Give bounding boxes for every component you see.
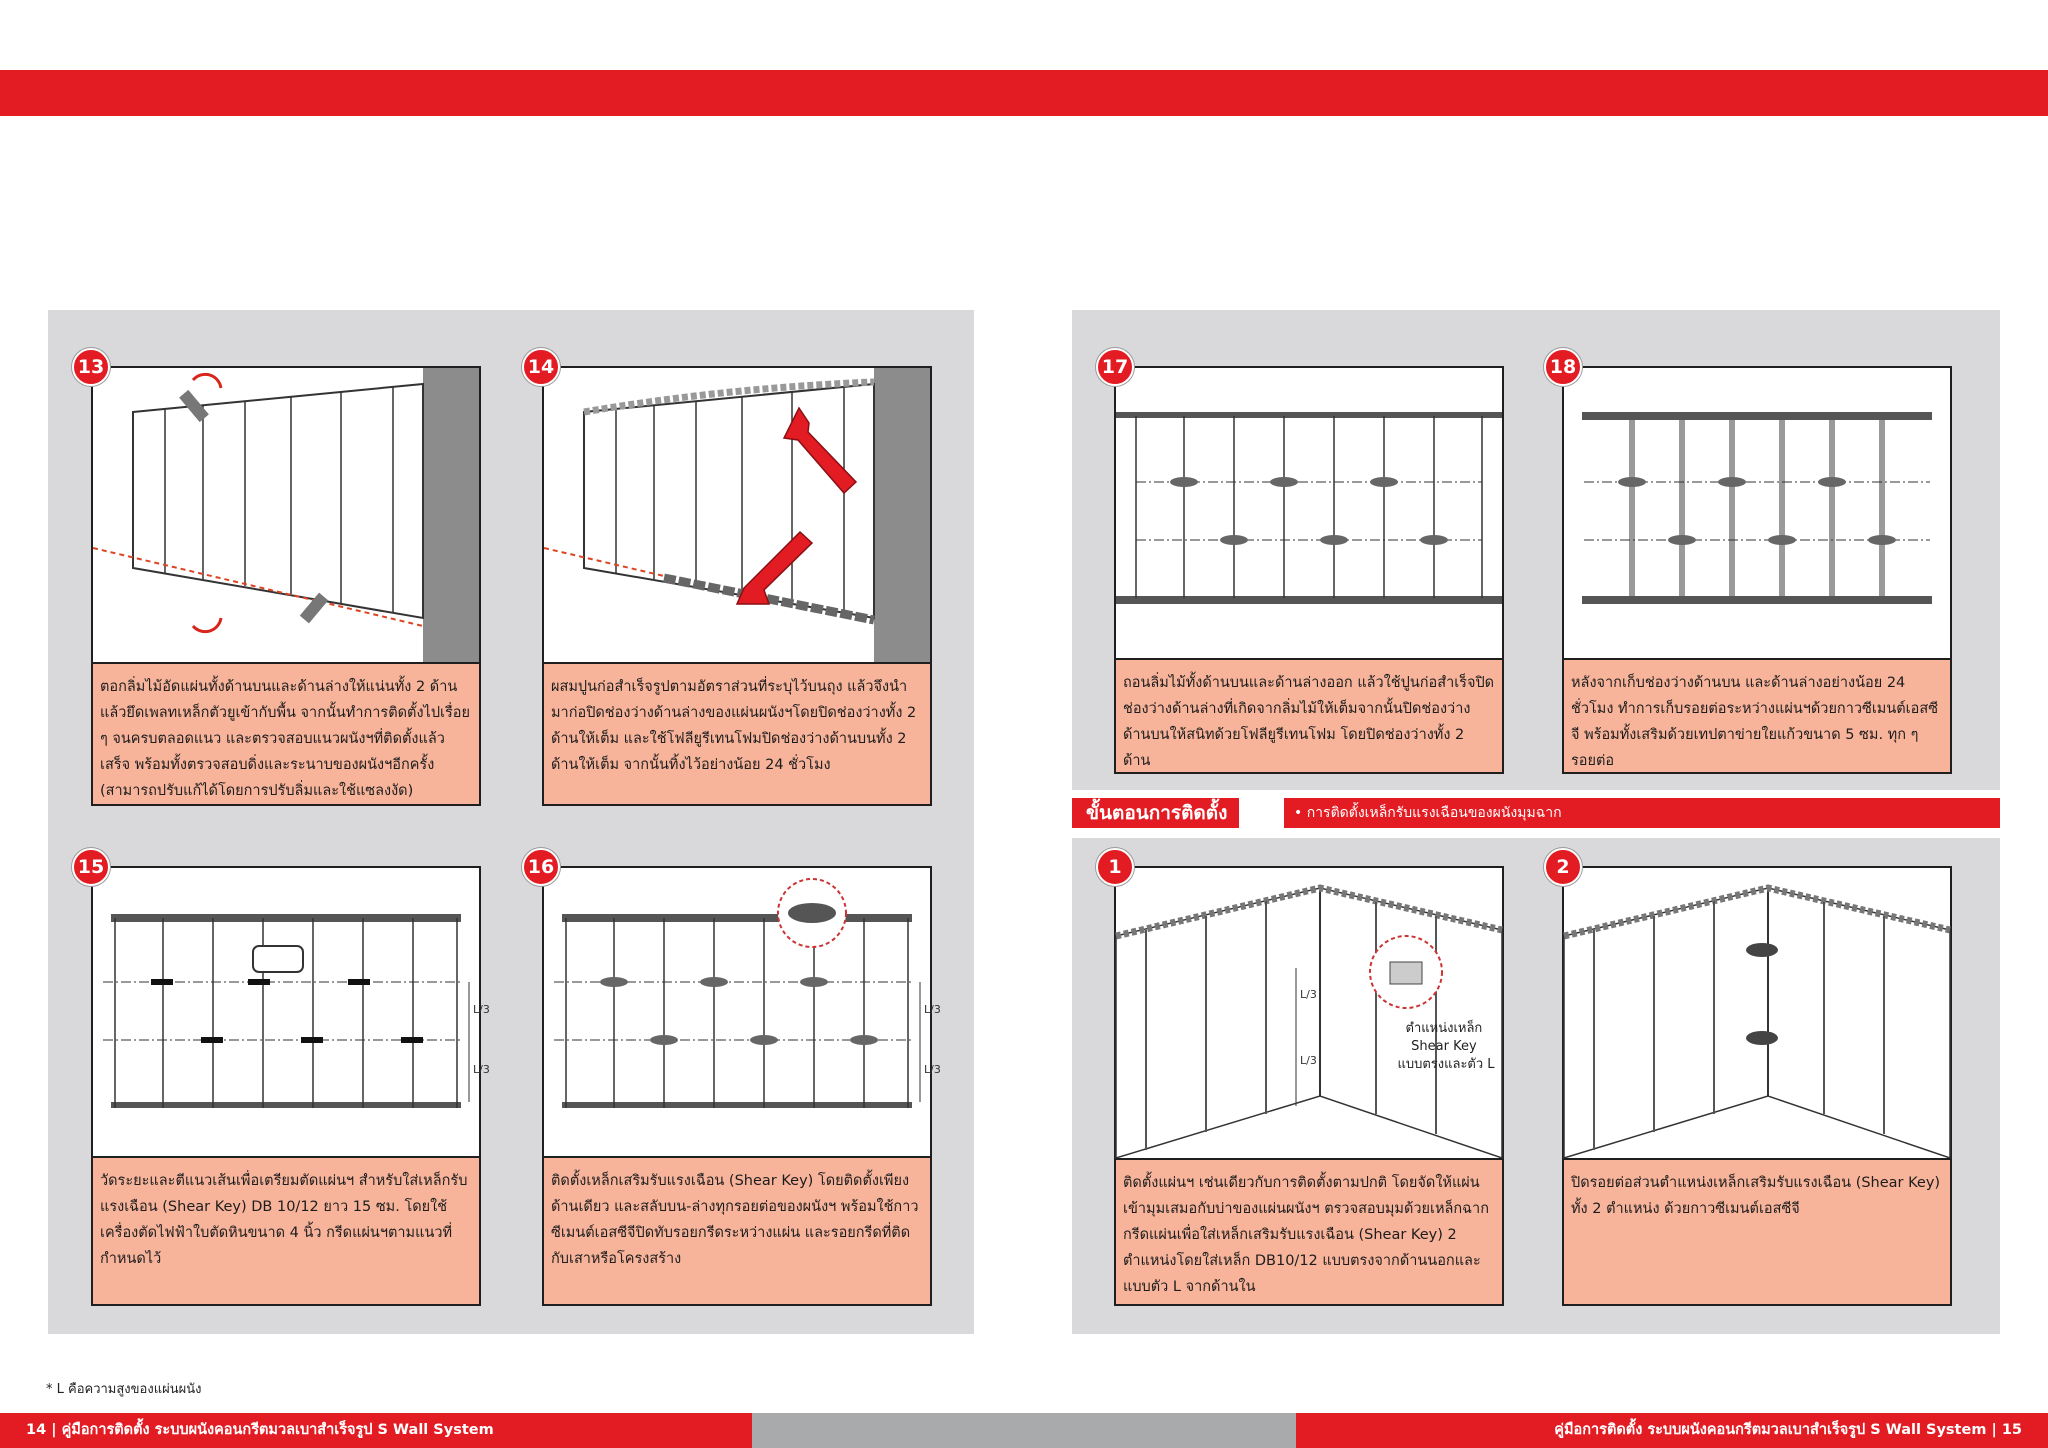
footer-right <box>1296 1413 2048 1448</box>
corner-step-2-caption: ปิดรอยต่อส่วนตำแหน่งเหล็กเสริมรับแรงเฉือน (Shear Key) ทั้ง 2 ตำแหน่ง ด้วยกาวซีเมนต์เอสซีจี <box>1564 1158 1950 1304</box>
step-17-caption: ถอนลิ่มไม้ทั้งด้านบนและด้านล่างออก แล้วใช้ปูนก่อสำเร็จปิดช่องว่างด้านล่างที่เกิดจากลิ่มไม้ให้เต็มจากนั้นปิดช่องว่างด้านบนให้สนิทด้วยโฟลียูรีเทนโฟม โดยปิดช่องว่างทั้ง 2 ด้าน <box>1116 658 1502 772</box>
step-15-l3-top-label: L/3 <box>473 1003 490 1016</box>
step-16-caption: ติดตั้งเหล็กเสริมรับแรงเฉือน (Shear Key) โดยติดตั้งเพียงด้านเดียว และสลับบน-ล่างทุกรอยต่อของผนังฯ พร้อมใช้กาวซีเมนต์เอสซีจีปิดทับรอยกรีดระหว่างแผ่น และรอยกรีดที่ติดกับเสาหรือโครงสร้าง <box>544 1156 930 1304</box>
section-subtitle: • การติดตั้งเหล็กรับแรงเฉือนของผนังมุมฉาก <box>1284 798 2000 828</box>
step-14-badge: 14 <box>522 348 560 386</box>
step-17-illustration <box>1116 368 1502 608</box>
footer-left <box>0 1413 752 1448</box>
step-18-badge: 18 <box>1544 348 1582 386</box>
step-18-caption: หลังจากเก็บช่องว่างด้านบน และด้านล่างอย่างน้อย 24 ชั่วโมง ทำการเก็บรอยต่อระหว่างแผ่นฯด้วยกาวซีเมนต์เอสซีจี พร้อมทั้งเสริมด้วยเทปตาข่ายใยแก้วขนาด 5 ซม. ทุก ๆรอยต่อ <box>1564 658 1950 772</box>
step-13-badge: 13 <box>72 348 110 386</box>
step-16-badge: 16 <box>522 848 560 886</box>
step-18-illustration <box>1564 368 1950 608</box>
step-15-l3-bottom-label: L/3 <box>473 1063 490 1076</box>
corner-1-callout-icon <box>1370 936 1442 1008</box>
step-13-card <box>91 366 481 806</box>
top-red-band <box>0 70 2048 116</box>
step-16-l3-bottom-label: L/3 <box>924 1063 941 1076</box>
corner-step-2-badge: 2 <box>1544 848 1582 886</box>
corner-1-l3-top-label: L/3 <box>1300 988 1317 1001</box>
step-14-illustration <box>544 368 930 662</box>
step-14-card <box>542 366 932 806</box>
section-header <box>1072 798 2000 828</box>
corner-1-shear-key-note: ตำแหน่งเหล็ก Shear Key แบบตรงและตัว L <box>1397 1021 1495 1072</box>
footer-left-text: 14 | คู่มือการติดตั้ง ระบบผนังคอนกรีตมวลเบาสำเร็จรูป S Wall System <box>26 1422 494 1438</box>
footer-right-text: คู่มือการติดตั้ง ระบบผนังคอนกรีตมวลเบาสำเร็จรูป S Wall System | 15 <box>1554 1422 2022 1438</box>
section-title: ขั้นตอนการติดตั้ง <box>1072 798 1239 828</box>
footer-center-band <box>752 1413 1296 1448</box>
footnote: * L คือความสูงของแผ่นผนัง <box>46 1382 202 1397</box>
corner-step-1-card <box>1114 866 1504 1306</box>
corner-step-1-caption: ติดตั้งแผ่นฯ เช่นเดียวกับการติดตั้งตามปกติ โดยจัดให้แผ่นเข้ามุมเสมอกับบ่าของแผ่นผนังฯ ตรวจสอบมุมด้วยเหล็กฉาก กรีดแผ่นเพื่อใส่เหล็กเสริมรับแรงเฉือน (Shear Key) 2 ตำแหน่งโดยใส่เหล็ก DB10/12 แบบตรงจากด้านนอกและแบบตัว L จากด้านใน <box>1116 1158 1502 1304</box>
step-16-l3-top-label: L/3 <box>924 1003 941 1016</box>
step-13-illustration <box>93 368 479 662</box>
step-15-caption: วัดระยะและตีแนวเส้นเพื่อเตรียมตัดแผ่นฯ สำหรับใส่เหล็กรับแรงเฉือน (Shear Key) DB 10/12 ยาว 15 ซม. โดยใช้เครื่องตัดไฟฟ้าใบตัดหินขนาด 4 นิ้ว กรีดแผ่นฯตามแนวที่กำหนดไว้ <box>93 1156 479 1304</box>
step-15-illustration <box>93 868 490 1156</box>
step-18-card <box>1562 366 1952 774</box>
corner-step-2-card <box>1562 866 1952 1306</box>
step-15-badge: 15 <box>72 848 110 886</box>
step-15-card <box>91 866 490 1306</box>
corner-step-2-illustration <box>1564 868 1950 1160</box>
step-17-card <box>1114 366 1504 774</box>
step-16-illustration <box>544 868 941 1156</box>
step-17-badge: 17 <box>1096 348 1134 386</box>
corner-step-1-illustration <box>1116 868 1502 1160</box>
step-14-caption: ผสมปูนก่อสำเร็จรูปตามอัตราส่วนที่ระบุไว้บนถุง แล้วจึงนำมาก่อปิดช่องว่างด้านล่างของแผ่นผนังฯโดยปิดช่องว่างทั้ง 2 ด้านให้เต็ม และใช้โฟลียูรีเทนโฟมปิดช่องว่างด้านบนทั้ง 2 ด้านให้เต็ม จากนั้นทิ้งไว้อย่างน้อย 24 ชั่วโมง <box>544 662 930 804</box>
corner-step-1-badge: 1 <box>1096 848 1134 886</box>
step-16-card <box>542 866 941 1306</box>
corner-1-l3-bottom-label: L/3 <box>1300 1054 1317 1067</box>
step-13-caption: ตอกลิ่มไม้อัดแผ่นทั้งด้านบนและด้านล่างให้แน่นทั้ง 2 ด้าน แล้วยึดเพลทเหล็กตัวยูเข้ากับพื้น จากนั้นทำการติดตั้งไปเรื่อย ๆ จนครบตลอดแนว และตรวจสอบแนวผนังฯที่ติดตั้งแล้วเสร็จ พร้อมทั้งตรวจสอบดิ่งและระนาบของผนังฯอีกครั้ง (สามารถปรับแก้ได้โดยการปรับลิ่มและใช้แซลงงัด) <box>93 662 479 804</box>
